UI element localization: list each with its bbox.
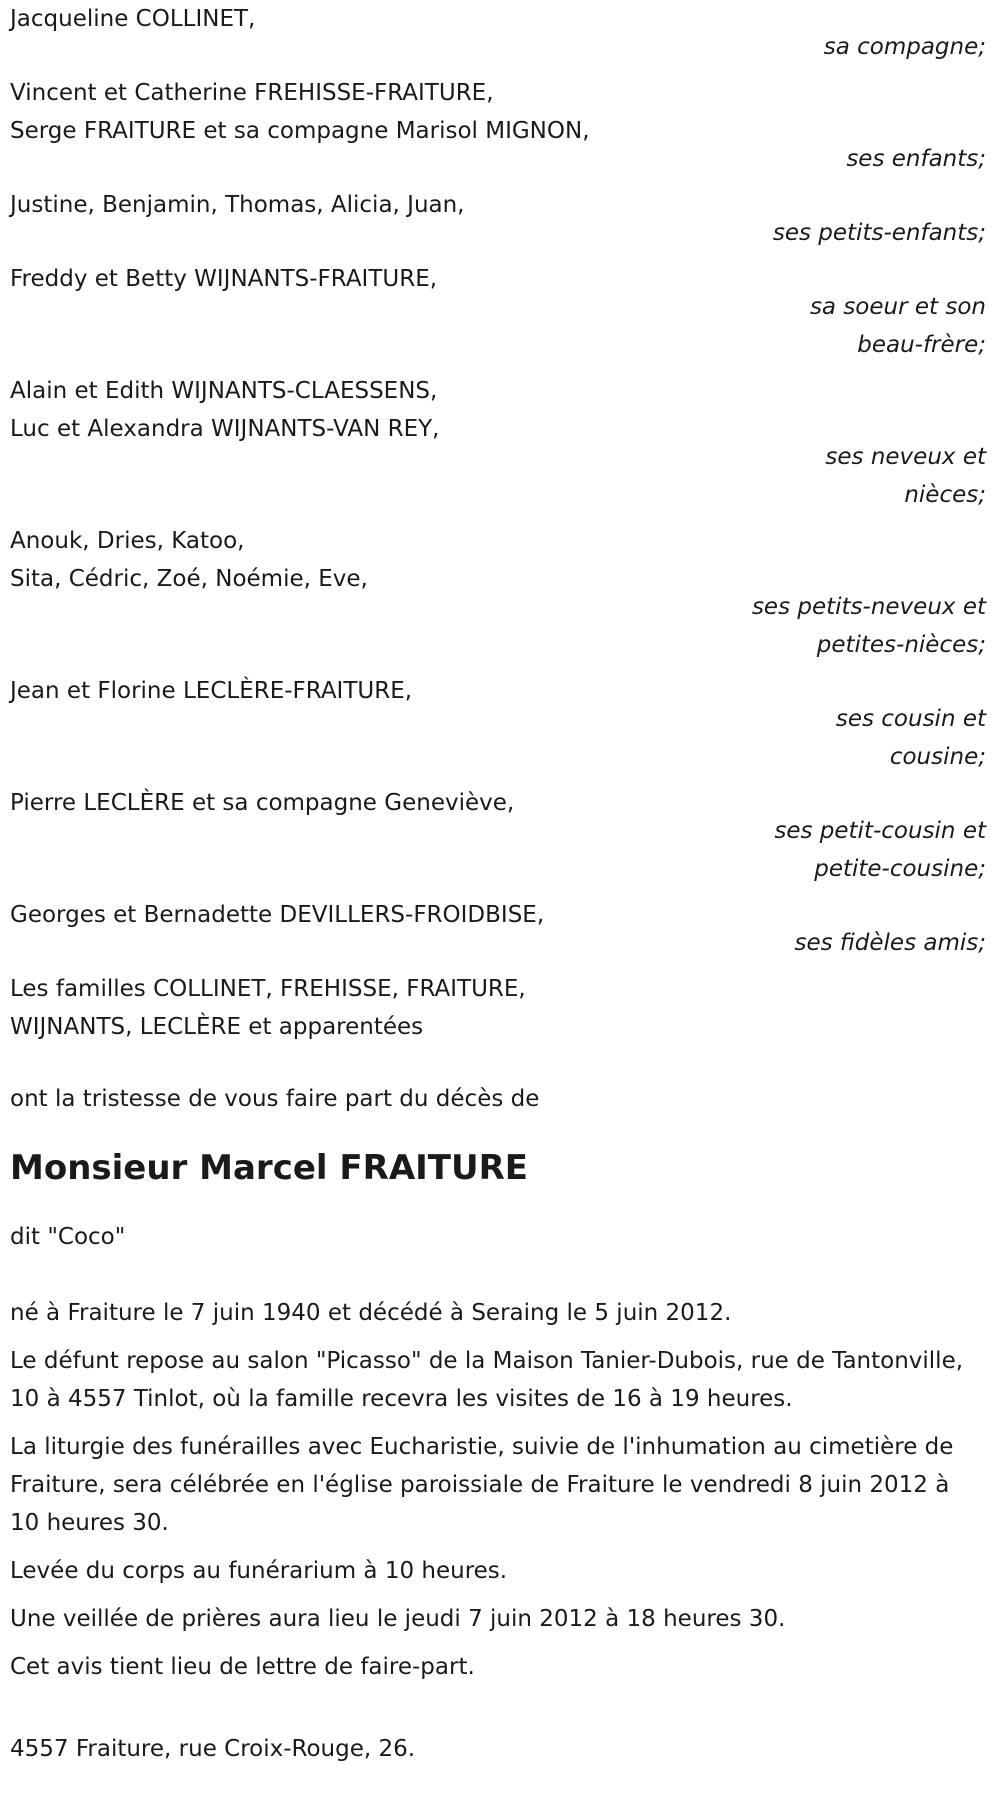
family-name-line: Jacqueline COLLINET,	[10, 6, 256, 32]
family-relation	[746, 438, 986, 514]
family-entry-cousins	[10, 672, 986, 776]
relation-line: sa soeur et son	[809, 294, 986, 320]
family-name-line: Pierre LECLÈRE et sa compagne Geneviève,	[10, 790, 515, 816]
relation-line: ses cousin et	[835, 706, 986, 732]
family-list	[10, 0, 986, 1046]
family-entry-nephews	[10, 372, 986, 514]
body-removal-paragraph: Levée du corps au funérarium à 10 heures.	[10, 1558, 508, 1584]
family-names	[10, 74, 710, 150]
announcement-intro: ont la tristesse de vous faire part du décès de	[10, 1086, 540, 1112]
family-entry-children	[10, 74, 986, 178]
funeral-paragraph: La liturgie des funérailles avec Eucharistie, suivie de l'inhumation au cimetière de Fraiture, sera célébrée en l'église paroissiale de Fraiture le vendredi 8 juin 2012 à 10 heures 30.	[10, 1434, 954, 1536]
relation-line: nièces;	[904, 482, 986, 508]
relation-line: petite-cousine;	[814, 856, 986, 882]
relation-line: beau-frère;	[857, 332, 986, 358]
family-name-line: Jean et Florine LECLÈRE-FRAITURE,	[10, 678, 413, 704]
family-name-line: Freddy et Betty WIJNANTS-FRAITURE,	[10, 266, 438, 292]
family-name-line: Les familles COLLINET, FREHISSE, FRAITURE,	[10, 976, 526, 1002]
family-relation	[686, 924, 986, 962]
family-names	[10, 672, 710, 710]
family-relation	[686, 588, 986, 664]
family-names	[10, 522, 710, 598]
family-entry-second-cousins	[10, 784, 986, 888]
family-name-line: Sita, Cédric, Zoé, Noémie, Eve,	[10, 566, 368, 592]
family-relation	[686, 214, 986, 252]
family-name-line: WIJNANTS, LECLÈRE et apparentées	[10, 1014, 424, 1040]
family-entry-grandnephews	[10, 522, 986, 664]
family-names	[10, 186, 710, 224]
family-entry-sister	[10, 260, 986, 364]
relation-line: ses petits-enfants;	[772, 220, 986, 246]
family-names	[10, 970, 710, 1046]
relation-line: ses fidèles amis;	[794, 930, 986, 956]
family-relation	[746, 140, 986, 178]
obituary-details	[10, 1294, 1000, 1686]
family-entry-grandchildren	[10, 186, 986, 252]
family-address: 4557 Fraiture, rue Croix-Rouge, 26.	[10, 1736, 416, 1762]
family-relation	[746, 28, 986, 66]
relation-line: ses petit-cousin et	[774, 818, 986, 844]
family-name-line: Serge FRAITURE et sa compagne Marisol MIGNON,	[10, 118, 590, 144]
relation-line: ses petits-neveux et	[751, 594, 986, 620]
relation-line: ses neveux et	[825, 444, 986, 470]
relation-line: cousine;	[889, 744, 986, 770]
family-names	[10, 0, 710, 38]
notice-paragraph: Cet avis tient lieu de lettre de faire-part.	[10, 1654, 475, 1680]
family-name-line: Luc et Alexandra WIJNANTS-VAN REY,	[10, 416, 440, 442]
relation-line: sa compagne;	[823, 34, 986, 60]
family-name-line: Georges et Bernadette DEVILLERS-FROIDBISE,	[10, 902, 545, 928]
deceased-name: Monsieur Marcel FRAITURE	[10, 1148, 528, 1188]
deceased-nickname: dit "Coco"	[10, 1224, 126, 1250]
family-entry-companion	[10, 0, 986, 66]
family-relation	[686, 812, 986, 888]
family-names	[10, 260, 710, 298]
family-name-line: Justine, Benjamin, Thomas, Alicia, Juan,	[10, 192, 465, 218]
family-entry-friends	[10, 896, 986, 962]
family-names	[10, 372, 710, 448]
birth-death-paragraph: né à Fraiture le 7 juin 1940 et décédé à Seraing le 5 juin 2012.	[10, 1300, 732, 1326]
visitation-paragraph: Le défunt repose au salon "Picasso" de la Maison Tanier-Dubois, rue de Tantonville, 10 à 4557 Tinlot, où la famille recevra les visites de 16 à 19 heures.	[10, 1348, 964, 1412]
family-name-line: Anouk, Dries, Katoo,	[10, 528, 245, 554]
family-relation	[746, 700, 986, 776]
family-relation	[746, 288, 986, 364]
family-name-line: Alain et Edith WIJNANTS-CLAESSENS,	[10, 378, 438, 404]
family-names	[10, 896, 710, 934]
vigil-paragraph: Une veillée de prières aura lieu le jeudi 7 juin 2012 à 18 heures 30.	[10, 1606, 786, 1632]
family-name-line: Vincent et Catherine FREHISSE-FRAITURE,	[10, 80, 494, 106]
family-names	[10, 784, 710, 822]
family-entry-families	[10, 970, 986, 1046]
relation-line: ses enfants;	[846, 146, 986, 172]
relation-line: petites-nièces;	[816, 632, 986, 658]
